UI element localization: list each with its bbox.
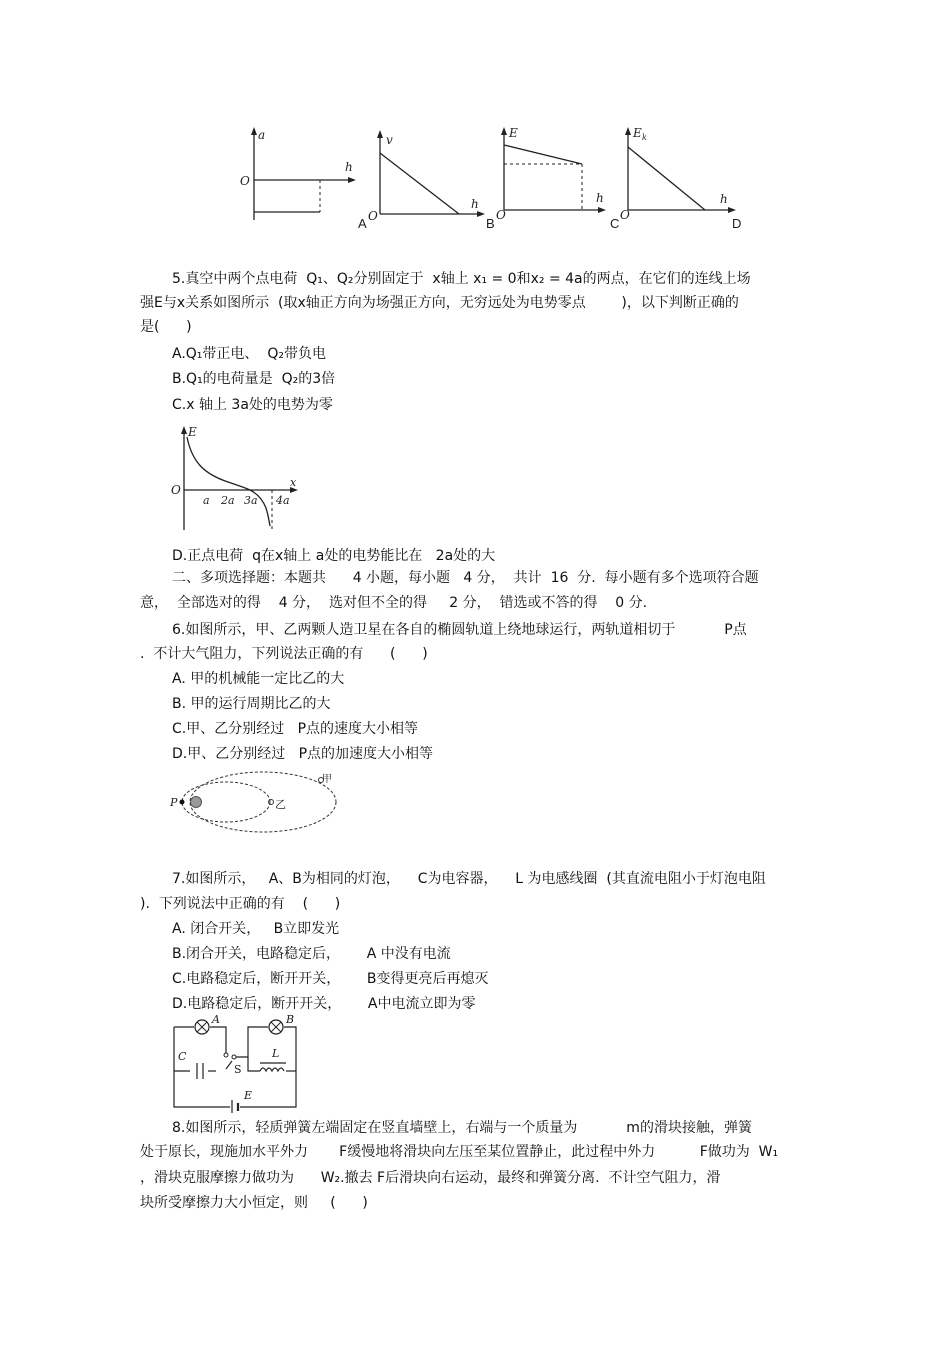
section2-line-1: 二、多项选择题：本题共 4 小题，每小题 4 分， 共计 16 分. 每小题有多个选项符合题 [172, 570, 759, 586]
q6-orbit-figure [168, 768, 343, 840]
q8-line-4: 块所受摩擦力大小恒定，则 ( ) [140, 1195, 368, 1211]
q5-line-3: 是( ) [140, 319, 192, 335]
q8-line-2: 处于原长，现施加水平外力 F缓慢地将滑块向左压至某位置静止，此过程中外力 F做功为 W₁ [140, 1144, 779, 1160]
label-b: B [286, 1015, 295, 1026]
q8-line-1: 8.如图所示，轻质弹簧左端固定在竖直墙壁上，右端与一个质量为 m的滑块接触，弹簧 [172, 1120, 752, 1136]
q7-line-2: ). 下列说法中正确的有 ( ) [140, 896, 341, 912]
earth-icon [191, 797, 202, 808]
q6-option-d: D.甲、乙分别经过 P点的加速度大小相等 [172, 746, 434, 762]
label-l: L [272, 1047, 280, 1060]
q7-option-c: C.电路稳定后，断开开关， B变得更亮后再熄灭 [172, 971, 489, 987]
graph-y-label: E [509, 126, 518, 140]
q7-option-a: A. 闭合开关， B立即发光 [172, 921, 340, 937]
section2-line-2: 意， 全部选对的得 4 分， 选对但不全的得 2 分， 错选或不答的得 0 分. [140, 595, 648, 611]
graph-x-label: h [596, 191, 604, 205]
option-label-d: D [732, 216, 742, 231]
graph-option-c [608, 126, 758, 231]
option-label-c: C [610, 216, 620, 231]
tick-a: a [203, 494, 210, 507]
graph-option-b [482, 126, 612, 231]
q6-line-1: 6.如图所示，甲、乙两颗人造卫星在各自的椭圆轨道上绕地球运行，两轨道相切于 P点 [172, 622, 747, 638]
graph-y-sub: k [642, 133, 647, 142]
q5-option-a: A.Q₁带正电、 Q₂带负电 [172, 346, 326, 362]
graph-a-h [240, 125, 360, 230]
label-jia: 甲 [322, 774, 332, 785]
label-yi: 乙 [275, 798, 286, 811]
graph-x-label: h [471, 197, 479, 211]
graph-x-label: h [720, 192, 728, 206]
q6-option-b: B. 甲的运行周期比乙的大 [172, 696, 331, 712]
q7-option-d: D.电路稳定后，断开开关， A中电流立即为零 [172, 996, 476, 1012]
label-a: A [212, 1015, 220, 1026]
q7-option-b: B.闭合开关，电路稳定后， A 中没有电流 [172, 946, 451, 962]
q8-line-3: ，滑块克服摩擦力做功为 W₂.撤去 F后滑块向右运动，最终和弹簧分离. 不计空气阻力，滑 [140, 1170, 721, 1186]
graph-origin: O [368, 209, 378, 223]
label-e: E [244, 1089, 253, 1102]
graph-origin: O [620, 208, 630, 222]
q5-field-graph [168, 422, 308, 534]
q6-line-2: . 不计大气阻力，下列说法正确的有 ( ) [140, 646, 428, 662]
q6-option-a: A. 甲的机械能一定比乙的大 [172, 671, 345, 687]
q6-option-c: C.甲、乙分别经过 P点的速度大小相等 [172, 721, 419, 737]
q7-line-1: 7.如图所示， A、B为相同的灯泡， C为电容器， L 为电感线圈 (其直流电阻小于灯泡电阻 [172, 871, 766, 887]
tick-3a: 3a [244, 494, 258, 507]
option-label-a: A [358, 216, 367, 231]
q5-option-b: B.Q₁的电荷量是 Q₂的3倍 [172, 371, 336, 387]
graph-option-a [355, 128, 490, 233]
graph-y-label: E [633, 126, 642, 140]
q7-circuit-figure [168, 1015, 308, 1113]
graph-origin: O [171, 483, 181, 497]
q5-option-d: D.正点电荷 q在x轴上 a处的电势能比在 2a处的大 [172, 548, 496, 564]
graph-origin: O [240, 174, 250, 188]
graph-y-label: v [386, 133, 393, 147]
label-c: C [178, 1050, 187, 1063]
q5-line-1: 5.真空中两个点电荷 Q₁、Q₂分别固定于 x轴上 x₁ = 0和x₂ = 4a的两点，在它们的连线上场 [172, 271, 751, 287]
option-label-b: B [486, 216, 495, 231]
q5-line-2: 强E与x关系如图所示 (取x轴正方向为场强正方向，无穷远处为电势零点 )，以下判断正确的 [140, 295, 739, 311]
graph-y-label: a [258, 128, 266, 142]
tick-4a: 4a [276, 494, 290, 507]
graph-y-label: E [188, 425, 197, 439]
q5-option-c: C.x 轴上 3a处的电势为零 [172, 397, 333, 413]
graph-x-label: h [345, 160, 353, 174]
graph-x-label: x [290, 476, 297, 489]
label-s: S [234, 1063, 242, 1076]
point-p: P [170, 796, 178, 809]
graph-origin: O [496, 208, 506, 222]
tick-2a: 2a [221, 494, 235, 507]
